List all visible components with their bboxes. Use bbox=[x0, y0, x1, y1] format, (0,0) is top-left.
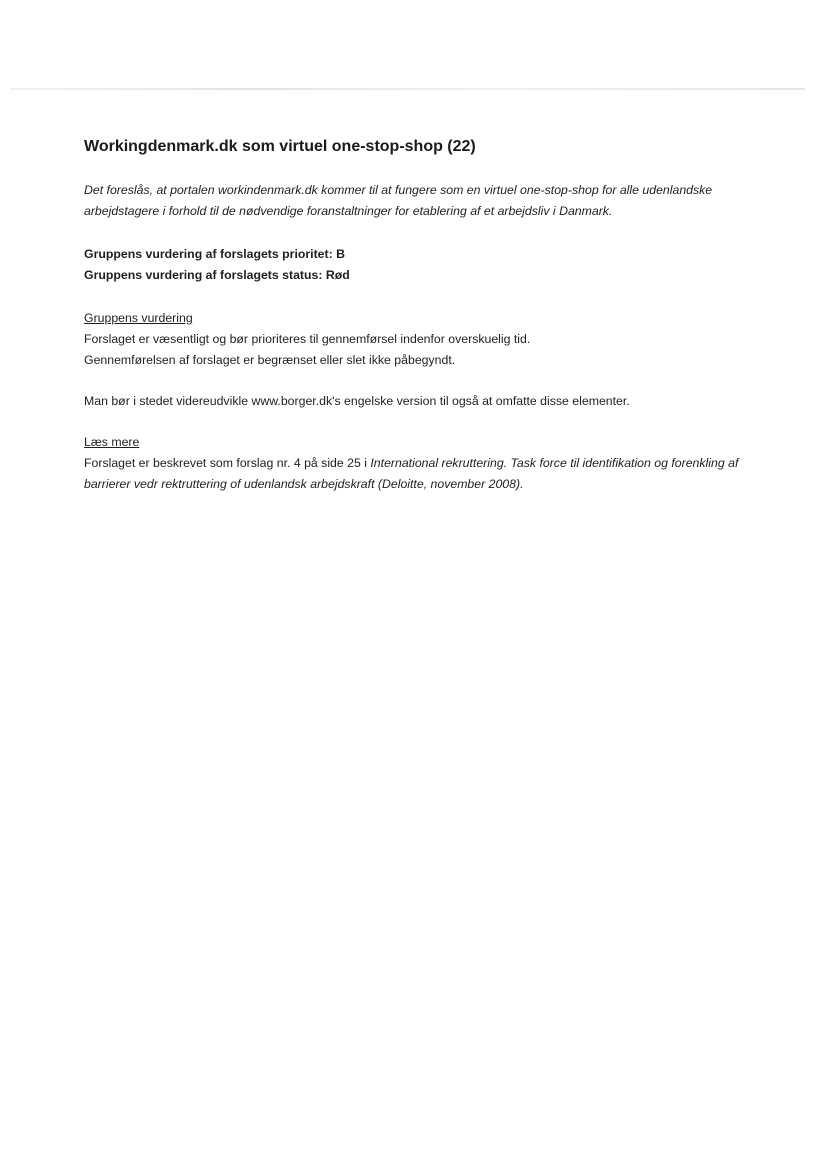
assessment-line-1: Forslaget er væsentligt og bør prioriteres til gennemførsel indenfor overskuelig tid. bbox=[84, 332, 531, 346]
intro-paragraph: Det foreslås, at portalen workindenmark.dk kommer til at fungere som en virtuel one-stop-shop for alle udenlandske arbejdstagere i forhold til de nødvendige foranstaltninger for etablering af et arbejdsliv i Danmark. bbox=[84, 183, 713, 218]
priority-rating: Gruppens vurdering af forslagets prioritet: B bbox=[84, 247, 346, 261]
read-more-reference: International rekruttering. Task force til identifikation og forenkling af barrierer vedr rektruttering of udenlandsk arbejdskraft (Deloitte, november 2008). bbox=[84, 456, 739, 491]
read-more-heading: Læs mere bbox=[84, 435, 140, 449]
scan-artifact-line bbox=[10, 88, 805, 90]
document-content bbox=[84, 136, 744, 515]
status-rating: Gruppens vurdering af forslagets status: Rød bbox=[84, 268, 350, 282]
rating-block bbox=[84, 244, 744, 286]
read-more-text bbox=[84, 453, 744, 495]
assessment-section bbox=[84, 308, 744, 371]
read-more-section bbox=[84, 432, 744, 495]
assessment-line-2: Gennemførelsen af forslaget er begrænset eller slet ikke påbegyndt. bbox=[84, 353, 456, 367]
recommendation-paragraph: Man bør i stedet videreudvikle www.borger.dk's engelske version til også at omfatte disse elementer. bbox=[84, 394, 630, 408]
assessment-heading: Gruppens vurdering bbox=[84, 311, 193, 325]
read-more-prefix: Forslaget er beskrevet som forslag nr. 4 på side 25 i bbox=[84, 456, 371, 470]
page-title: Workingdenmark.dk som virtuel one-stop-shop (22) bbox=[84, 138, 476, 155]
